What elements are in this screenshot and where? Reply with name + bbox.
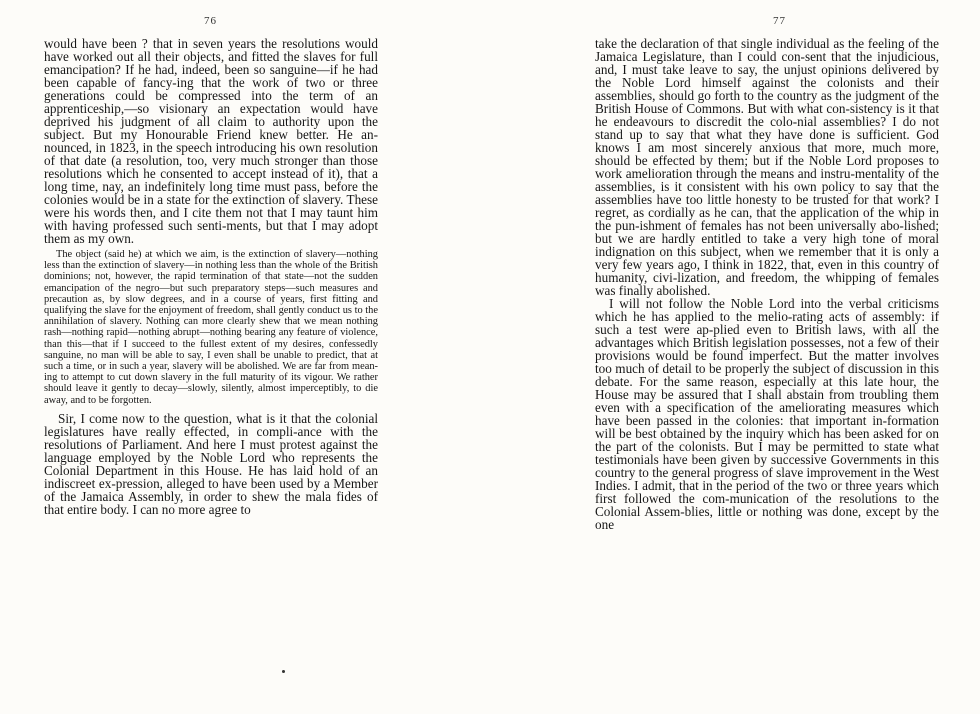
paragraph: I will not follow the Noble Lord into the verbal criticisms which he has applied to the melio-rating acts of assembly: if such a test were ap-plied even to British laws, with all the advantages which British legislation possesses, not a few of their provisions would be found imperfect. But the matter involves too much of detail to be properly the subject of discussion in this debate. For the same reason, especially at this late hour, the House may be assured that I shall abstain from troubling them even with a specification of the ameliorating measures which have been passed in the colonies: that important in-formation will be best obtained by the inquiry which has been asked for on the part of the colonists. But I may be permitted to state what testimonials have been given by successive Governments in this country to the general progress of slave improvement in the West Indies. I admit, that in the period of the two or three years which first followed the com-munication of the resolutions to the Colonial Assem-blies, little or nothing was done, except by the one [595,296,939,532]
page-number: 77 [773,15,786,27]
right-page [490,0,980,714]
text-column [595,37,939,531]
block-quote: The object (said he) at which we aim, is the extinction of slavery—nothing less than the extinction of slavery—in nothing less than the whole of the British dominions; not, however, the rapid termination of that state—not the sudden emancipation of the negro—but such preparatory steps—such measures and precaution as, by slow degrees, and in a course of years, first fitting and qualifying the slave for the enjoyment of freedom, shall gently conduct us to the annihilation of slavery. Nothing can more clearly shew that we mean nothing rash—nothing rapid—nothing abrupt—nothing bearing any feature of violence, than this—that if I succeed to the fullest extent of my desires, confessedly sanguine, no man will be able to say, I even shall be unable to predict, that at such a time, or in such a year, slavery will be abolished. We are far from mean-ing to attempt to cut down slavery in the full maturity of its vigour. We rather should leave it gently to decay—slowly, silently, almost imperceptibly, to die away, and to be forgotten. [44,249,378,406]
paragraph: would have been ? that in seven years the resolutions would have worked out all their objects, and fitted the slaves for full emancipation? If he had, indeed, been so sanguine—if he had been capable of fancy-ing that the work of two or three generations could be compressed into the term of an apprenticeship,—so visionary an expectation would have deprived his judgment of all claim to authority upon the subject. But my Honourable Friend knew better. He an-nounced, in 1823, in the speech introducing his own resolution of that date (a resolution, too, very much stronger than those resolutions which he consented to accept instead of it), that a long time, nay, an indefinitely long time must pass, before the colonies would be in a state for the extinction of slavery. These were his words then, and I cite them not that I may taunt him with having professed such senti-ments, but that I may adopt them as my own. [44,36,378,246]
page-number: 76 [204,15,217,27]
paragraph: Sir, I come now to the question, what is it that the colonial legislatures have really effected, in compli-ance with the resolutions of Parliament. And here I must protest against the language employed by the Noble Lord who represents the Colonial Department in this House. He has laid hold of an indiscreet ex-pression, alleged to have been used by a Member of the Jamaica Assembly, in order to shew the mala fides of that entire body. I can no more agree to [44,410,378,517]
paragraph: take the declaration of that single individual as the feeling of the Jamaica Legislature, than I could con-sent that the injudicious, and, I must take leave to say, the unjust opinions delivered by the Noble Lord himself against the colonists and their assemblies, should go forth to the country as the judgment of the British House of Commons. But with what con-sistency is it that he endeavours to discredit the colo-nial assemblies? I do not stand up to say that what they have done is sufficient. God knows I am most sincerely anxious that more, much more, should be effected by them; but if the Noble Lord proposes to work amelioration through the means and instru-mentality of the assemblies, is it consistent with his own policy to say that the assemblies have too little honesty to be trusted for that work? I regret, as cordially as he can, that the application of the whip in the pun-ishment of females has not been universally abo-lished; but we are hardly entitled to take a very high tone of moral indignation on this subject, when we remember that it is only a very few years ago, I think in 1822, that, even in this country of humanity, civi-lization, and freedom, the whipping of females was finally abolished. [595,36,939,298]
text-column [44,37,378,516]
page-mark [282,670,285,673]
